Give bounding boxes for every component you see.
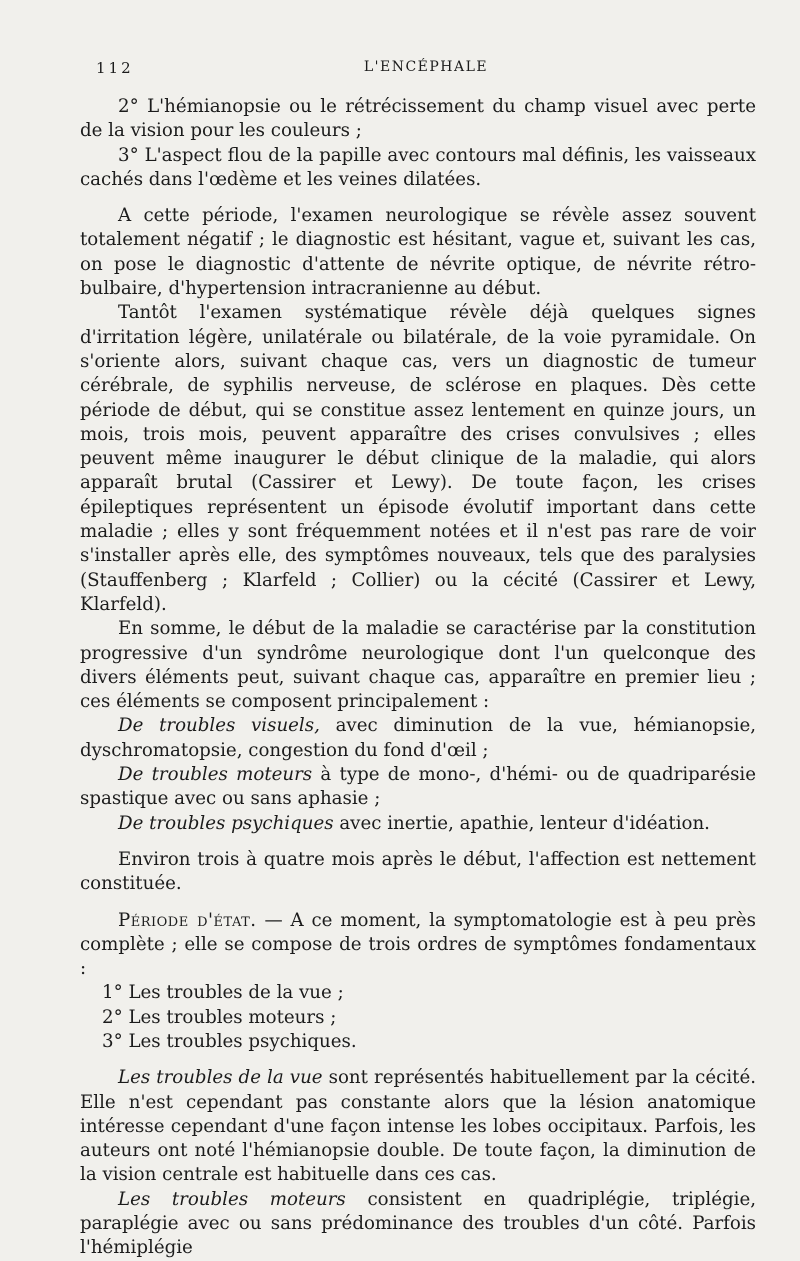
list-item: 3° Les troubles psychiques.	[102, 1030, 357, 1052]
running-title: L'ENCÉPHALE	[363, 59, 489, 75]
paragraph	[80, 714, 756, 763]
section-heading: Période d'état.	[118, 909, 257, 931]
paragraph-text: avec diminution de la vue, hémianopsie, dyschromatopsie, congestion du fond d'œil ;	[80, 715, 756, 761]
paragraph: Environ trois à quatre mois après le début, l'affection est nettement constituée.	[80, 848, 756, 895]
italic-lead: De troubles visuels,	[118, 715, 320, 737]
paragraph: 2° L'hémianopsie ou le rétrécissement du champ visuel avec perte de la vision pour les couleurs ;	[80, 96, 756, 142]
page-number: 112	[96, 59, 134, 77]
paragraph: Tantôt l'examen systématique révèle déjà quelques signes d'irritation légère, unilatérale ou bilatérale, de la voie pyramidale. On s'oriente alors, suivant chaque cas, vers un diagnostic de tumeur cérébrale, de syphilis nerveuse, de sclérose en plaques. Dès cette période de début, qui se constitue assez lentement en quinze jours, un mois, trois mois, peuvent apparaître des crises convulsives ; elles peuvent même inaugurer le début clinique de la maladie, qui alors apparaît brutal (Cassirer et Lewy). De toute façon, les crises épileptiques représentent un épisode évolutif important dans cette maladie ; elles y sont fréquemment notées et il n'est pas rare de voir s'installer après elle, des symptômes nouveaux, tels que des paralysies (Stauffenberg ; Klarfeld ; Collier) ou la cécité (Cassirer et Lewy, Klarfeld).	[80, 302, 756, 615]
italic-lead: Les troubles moteurs	[118, 1188, 346, 1210]
running-header	[96, 59, 756, 81]
paragraph	[80, 1066, 756, 1187]
italic-lead: De troubles psychiques	[118, 812, 334, 834]
paragraph	[80, 1188, 756, 1261]
body-text	[80, 95, 756, 1261]
paragraph	[80, 812, 756, 836]
paragraph	[80, 763, 756, 812]
list-item: 1° Les troubles de la vue ;	[102, 982, 344, 1004]
paragraph: 3° L'aspect flou de la papille avec contours mal définis, les vaisseaux cachés dans l'œdème et les veines dilatées.	[80, 144, 756, 190]
paragraph: En somme, le début de la maladie se caractérise par la constitution progressive d'un syndrôme neurologique dont l'un quelconque des divers éléments peut, suivant chaque cas, apparaître en premier lieu ; ces éléments se composent principalement :	[80, 618, 756, 713]
paragraph	[80, 909, 756, 982]
list-item: 2° Les troubles moteurs ;	[102, 1006, 337, 1028]
paragraph-text: — A ce moment, la symptomatologie est à peu près complète ; elle se compose de trois ordres de symptômes fondamentaux :	[80, 909, 756, 980]
paragraph-text: consistent en quadriplégie, triplégie, paraplégie avec ou sans prédominance des troubles d'un côté. Parfois l'hémiplégie	[80, 1188, 757, 1259]
paragraph: A cette période, l'examen neurologique se révèle assez souvent totalement négatif ; le diagnostic est hésitant, vague et, suivant les cas, on pose le diagnostic d'attente de névrite optique, de névrite rétro-bulbaire, d'hypertension intracranienne au début.	[80, 205, 756, 300]
paragraph-text: sont représentés habituellement par la cécité. Elle n'est cependant pas constante alors que la lésion anatomique intéresse cependant d'une façon intense les lobes occipitaux. Parfois, les auteurs ont noté l'hémianopsie double. De toute façon, la diminution de la vision centrale est habituelle dans ces cas.	[80, 1067, 756, 1186]
paragraph-text: à type de mono-, d'hémi- ou de quadriparésie spastique avec ou sans aphasie ;	[80, 764, 756, 810]
italic-lead: De troubles moteurs	[118, 764, 313, 786]
italic-lead: Les troubles de la vue	[118, 1067, 323, 1089]
paragraph-text: avec inertie, apathie, lenteur d'idéation.	[333, 812, 710, 834]
